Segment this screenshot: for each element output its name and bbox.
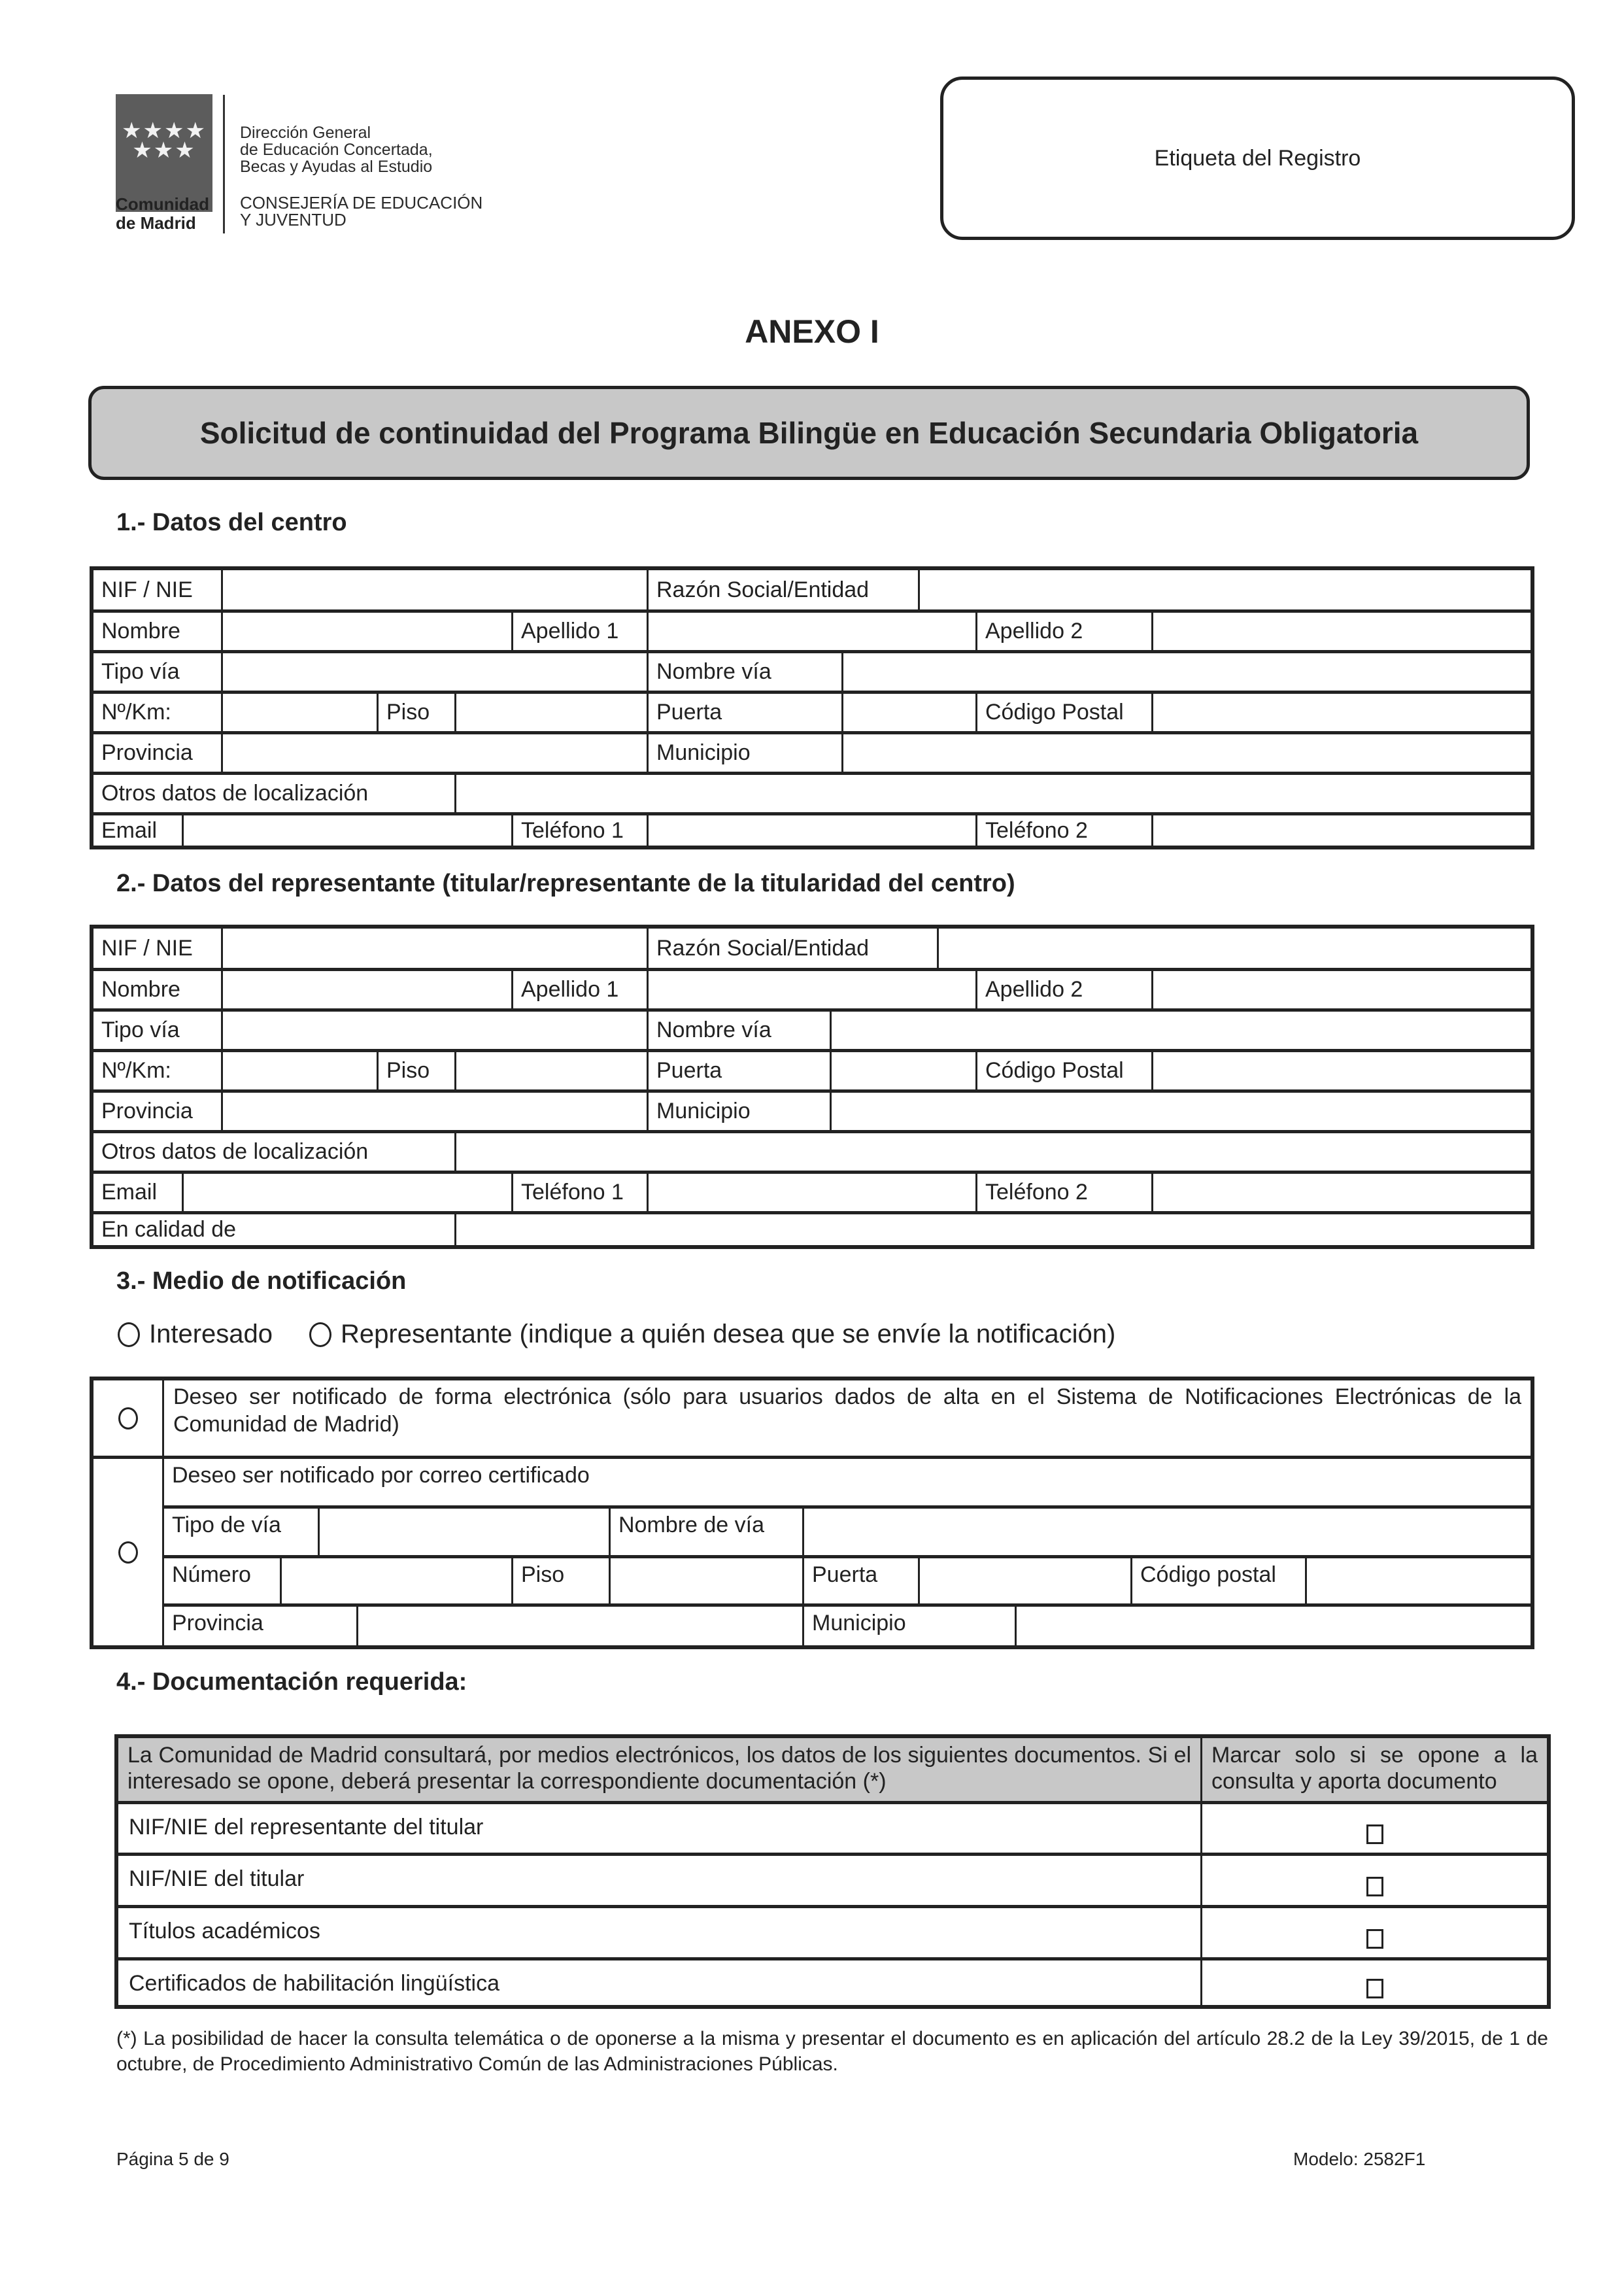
label-telefono2: Teléfono 2 <box>975 815 1151 846</box>
table-row <box>93 691 1531 731</box>
input-otros-datos[interactable] <box>454 775 1531 812</box>
checkbox-cell <box>1200 1960 1547 2005</box>
input-nif[interactable] <box>221 929 647 968</box>
table-row <box>118 1853 1547 1905</box>
input-tipo-via[interactable] <box>221 653 647 691</box>
input-nif[interactable] <box>221 570 647 609</box>
checkbox-cell <box>1200 1856 1547 1905</box>
table-row <box>93 1380 1531 1456</box>
label-apellido2: Apellido 2 <box>975 613 1151 650</box>
label-puerta: Puerta <box>647 1052 830 1089</box>
table-row <box>164 1459 1531 1505</box>
table-row <box>118 1957 1547 2005</box>
logo-consejeria: CONSEJERÍA DE EDUCACIÓN Y JUVENTUD <box>240 193 483 230</box>
input-nombre[interactable] <box>221 613 511 650</box>
table-header <box>118 1738 1547 1801</box>
label-codigo-postal: Código Postal <box>975 1052 1151 1089</box>
notificacion-table <box>90 1377 1534 1649</box>
input-tipo-via[interactable] <box>318 1509 609 1555</box>
label-nombre: Nombre <box>101 977 180 1002</box>
checkbox-oponer-certificados[interactable] <box>1366 1979 1383 1998</box>
label-nombre-via: Nombre vía <box>647 653 841 691</box>
section1-heading: 1.- Datos del centro <box>116 509 347 536</box>
header-consulta-text: La Comunidad de Madrid consultará, por medios electrónicos, los datos de los siguientes documentos. Si el interesado se opone, deberá presentar la correspondiente documentación (*) <box>127 1743 1191 1794</box>
label-provincia: Provincia <box>172 1611 263 1635</box>
input-telefono2[interactable] <box>1151 1174 1531 1211</box>
label-codigo-postal: Código Postal <box>975 694 1151 731</box>
input-puerta[interactable] <box>918 1558 1130 1603</box>
document-label: NIF/NIE del titular <box>129 1866 305 1891</box>
input-numero[interactable] <box>280 1558 511 1603</box>
radio-electronica[interactable] <box>118 1407 138 1429</box>
label-nombre: Nombre <box>101 619 180 643</box>
label-num-km: Nº/Km: <box>101 1058 171 1083</box>
input-otros-datos[interactable] <box>454 1133 1531 1171</box>
document-label: NIF/NIE del representante del titular <box>129 1815 484 1840</box>
page-title: Solicitud de continuidad del Programa Bilingüe en Educación Secundaria Obligatoria <box>88 386 1530 480</box>
postal-block <box>93 1456 1531 1645</box>
label-razon: Razón Social/Entidad <box>647 570 918 609</box>
table-row <box>118 1801 1547 1853</box>
label-municipio: Municipio <box>647 1093 830 1130</box>
section3-heading: 3.- Medio de notificación <box>116 1267 407 1295</box>
input-apellido2[interactable] <box>1151 971 1531 1008</box>
label-tipo-via: Tipo de vía <box>172 1513 281 1537</box>
input-telefono1[interactable] <box>647 1174 975 1211</box>
input-telefono2[interactable] <box>1151 815 1531 846</box>
input-razon[interactable] <box>918 570 1531 609</box>
document-label: Certificados de habilitación lingüística <box>129 1971 499 1996</box>
input-nombre[interactable] <box>221 971 511 1008</box>
input-provincia[interactable] <box>221 1093 647 1130</box>
label-num-km: Nº/Km: <box>101 700 171 725</box>
recipient-radio-group <box>118 1320 1115 1349</box>
input-municipio[interactable] <box>830 1093 1531 1130</box>
label-municipio: Municipio <box>647 734 841 772</box>
header-marcar-text: Marcar solo si se opone a la consulta y aporta documento <box>1200 1738 1547 1801</box>
input-nombre-via[interactable] <box>802 1509 1531 1555</box>
input-num-km[interactable] <box>221 1052 377 1089</box>
option-correo-text: Deseo ser notificado por correo certificado <box>172 1463 590 1488</box>
option-electronica-text: Deseo ser notificado de forma electrónica (sólo para usuarios dados de alta en el Sistema de Notificaciones Electrónicas de la Comunidad de Madrid) <box>162 1380 1531 1456</box>
table-row <box>164 1555 1531 1603</box>
checkbox-cell <box>1200 1804 1547 1853</box>
table-row <box>93 1171 1531 1211</box>
input-telefono1[interactable] <box>647 815 975 846</box>
input-en-calidad-de[interactable] <box>454 1214 1531 1245</box>
logo-divider <box>223 95 225 233</box>
label-provincia: Provincia <box>101 740 193 765</box>
label-telefono1: Teléfono 1 <box>511 1174 647 1211</box>
document-label: Títulos académicos <box>129 1919 320 1943</box>
representante-table <box>90 925 1534 1249</box>
input-municipio[interactable] <box>1015 1607 1531 1645</box>
input-puerta[interactable] <box>841 694 975 731</box>
label-piso: Piso <box>377 694 454 731</box>
table-row <box>93 929 1531 968</box>
table-row <box>164 1505 1531 1555</box>
label-puerta: Puerta <box>802 1558 918 1603</box>
table-row <box>93 731 1531 772</box>
checkbox-oponer-titulos[interactable] <box>1366 1929 1383 1949</box>
table-row <box>93 772 1531 812</box>
input-piso[interactable] <box>454 1052 647 1089</box>
checkbox-oponer-nif-titular[interactable] <box>1366 1877 1383 1896</box>
table-row <box>93 650 1531 691</box>
label-puerta: Puerta <box>647 694 841 731</box>
label-tipo-via: Tipo vía <box>101 1018 180 1042</box>
section4-heading: 4.- Documentación requerida: <box>116 1668 467 1696</box>
logo-direccion-general: Dirección General de Educación Concertada, Becas y Ayudas al Estudio <box>240 124 433 176</box>
documentacion-table <box>114 1734 1551 2009</box>
input-email[interactable] <box>182 815 511 846</box>
label-otros-datos: Otros datos de localización <box>101 1139 369 1164</box>
table-row <box>93 570 1531 609</box>
model-number: Modelo: 2582F1 <box>1293 2149 1426 2169</box>
label-codigo-postal: Código postal <box>1130 1558 1305 1603</box>
centro-table <box>90 566 1534 849</box>
input-municipio[interactable] <box>841 734 1531 772</box>
label-municipio: Municipio <box>802 1607 1015 1645</box>
input-codigo-postal[interactable] <box>1305 1558 1531 1603</box>
label-nombre-via: Nombre vía <box>647 1012 830 1049</box>
label-telefono1: Teléfono 1 <box>511 815 647 846</box>
label-nombre-via: Nombre de vía <box>609 1509 802 1555</box>
table-row <box>93 609 1531 650</box>
table-row <box>93 1130 1531 1171</box>
anexo-heading: ANEXO I <box>745 313 879 350</box>
logo-name: Comunidad de Madrid <box>116 194 209 233</box>
label-telefono2: Teléfono 2 <box>975 1174 1151 1211</box>
input-piso[interactable] <box>454 694 647 731</box>
label-otros-datos: Otros datos de localización <box>101 781 369 806</box>
label-nif: NIF / NIE <box>101 577 193 602</box>
radio-representante[interactable] <box>309 1322 331 1347</box>
radio-correo-certificado[interactable] <box>118 1541 138 1564</box>
label-provincia: Provincia <box>101 1099 193 1123</box>
input-provincia[interactable] <box>356 1607 802 1645</box>
input-nombre-via[interactable] <box>841 653 1531 691</box>
checkbox-cell <box>1200 1908 1547 1957</box>
table-row <box>93 968 1531 1008</box>
label-email: Email <box>101 817 158 843</box>
input-num-km[interactable] <box>221 694 377 731</box>
input-tipo-via[interactable] <box>221 1012 647 1049</box>
label-en-calidad-de: En calidad de <box>101 1217 237 1242</box>
input-puerta[interactable] <box>830 1052 975 1089</box>
input-codigo-postal[interactable] <box>1151 694 1531 731</box>
footnote: (*) La posibilidad de hacer la consulta telemática o de oponerse a la misma y presentar el documento es en aplicación del artículo 28.2 de la Ley 39/2015, de 1 de octubre, de Procedimiento Administrativo Común de las Administraciones Públicas. <box>116 2028 1548 2075</box>
radio-interesado-label: Interesado <box>149 1320 273 1348</box>
table-row <box>164 1603 1531 1645</box>
table-row <box>93 1089 1531 1130</box>
radio-cell <box>93 1380 162 1456</box>
registro-label-box: Etiqueta del Registro <box>940 77 1575 240</box>
input-apellido1[interactable] <box>647 971 975 1008</box>
input-apellido1[interactable] <box>647 613 975 650</box>
table-row <box>93 1008 1531 1049</box>
section2-heading: 2.- Datos del representante (titular/representante de la titularidad del centro) <box>116 870 1015 897</box>
postal-fields <box>162 1459 1531 1645</box>
input-apellido2[interactable] <box>1151 613 1531 650</box>
table-row <box>93 1211 1531 1245</box>
input-codigo-postal[interactable] <box>1151 1052 1531 1089</box>
label-email: Email <box>101 1180 158 1205</box>
input-email[interactable] <box>182 1174 511 1211</box>
label-piso: Piso <box>377 1052 454 1089</box>
table-row <box>93 1049 1531 1089</box>
input-nombre-via[interactable] <box>830 1012 1531 1049</box>
label-numero: Número <box>172 1562 251 1587</box>
seven-stars-icon: ★★★★ ★★★ <box>122 118 207 163</box>
label-apellido1: Apellido 1 <box>511 613 647 650</box>
label-apellido2: Apellido 2 <box>975 971 1151 1008</box>
table-row <box>118 1905 1547 1957</box>
radio-interesado[interactable] <box>118 1322 140 1347</box>
radio-cell <box>93 1459 162 1645</box>
page-number: Página 5 de 9 <box>116 2149 229 2169</box>
checkbox-oponer-nif-representante[interactable] <box>1366 1824 1383 1844</box>
table-row <box>93 812 1531 846</box>
input-piso[interactable] <box>609 1558 802 1603</box>
label-apellido1: Apellido 1 <box>511 971 647 1008</box>
label-piso: Piso <box>511 1558 609 1603</box>
label-nif: NIF / NIE <box>101 935 193 961</box>
radio-representante-label: Representante (indique a quién desea que se envíe la notificación) <box>341 1320 1116 1348</box>
label-razon: Razón Social/Entidad <box>647 929 937 968</box>
label-tipo-via: Tipo vía <box>101 659 180 684</box>
input-razon[interactable] <box>937 929 1531 968</box>
input-provincia[interactable] <box>221 734 647 772</box>
